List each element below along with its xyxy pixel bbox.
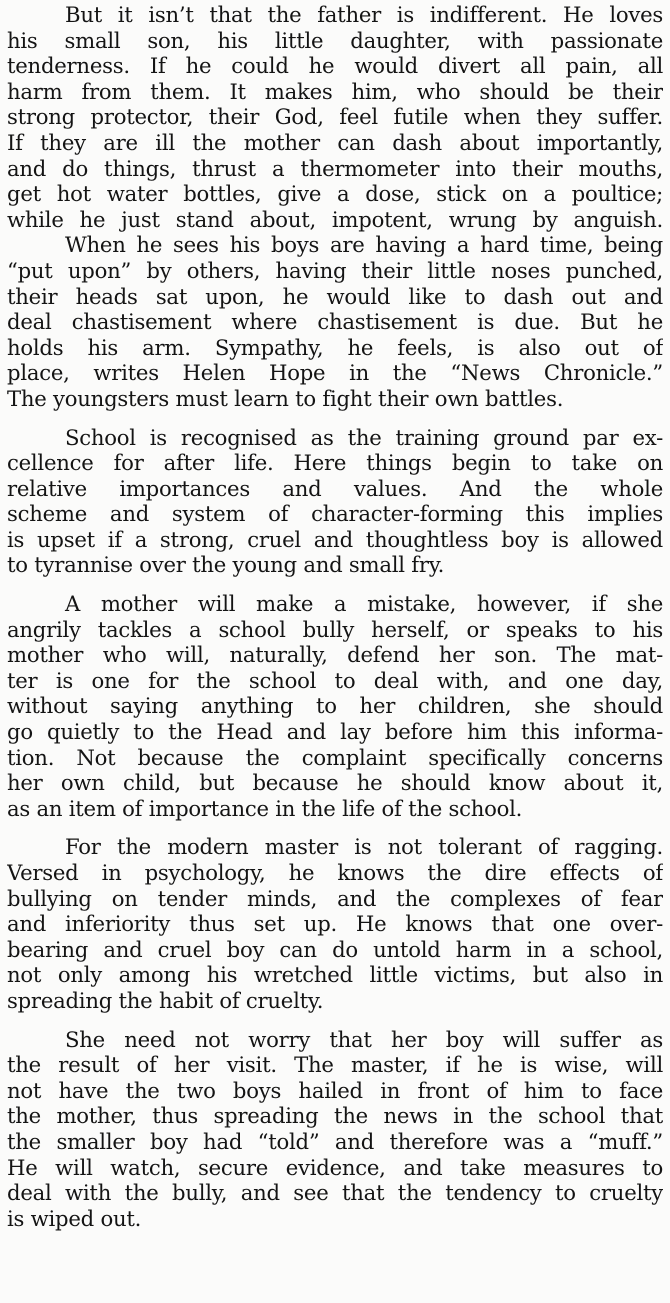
paragraph-master [7,834,663,1013]
text-line: cellence for after life. Here things begin to take on [7,450,663,476]
text-line: his small son, his little daughter, with passionate [7,27,663,53]
text-line: But it isn’t that the father is indifferent. He loves [65,2,663,27]
text-line: For the modern master is not tolerant of ragging. [65,834,663,860]
paragraph-school [7,425,663,579]
text-line: spreading the habit of cruelty. [7,987,324,1013]
text-line: without saying anything to her children, she should [7,693,663,719]
text-line: Versed in psychology, he knows the dire effects of [7,860,663,885]
text-line: tenderness. If he could he would divert all pain, all [7,53,663,79]
text-line: is wiped out. [7,1205,142,1231]
text-line: deal chastisement where chastisement is due. But he [7,309,663,335]
text-line: her own child, but because he should know about it, [7,770,663,796]
text-line: relative importances and values. And the whole [7,475,663,501]
text-line: while he just stand about, impotent, wrung by anguish. [7,206,663,232]
text-line: deal with the bully, and see that the tendency to cruelty [7,1180,663,1206]
text-line: to tyrannise over the young and small fry. [7,552,445,578]
text-line: ter is one for the school to deal with, and one day, [7,667,663,693]
text-line: scheme and system of character-forming this implies [7,501,663,527]
text-line: mother who will, naturally, defend her son. The mat- [7,642,663,668]
text-line: harm from them. It makes him, who should be their [7,78,663,104]
text-line: tion. Not because the complaint specifically concerns [7,744,663,770]
text-line: the result of her visit. The master, if he is wise, will [7,1052,663,1078]
text-line: not only among his wretched little victims, but also in [7,962,663,988]
text-line: not have the two boys hailed in front of him to face [7,1077,663,1103]
text-line: If they are ill the mother can dash about importantly, [7,129,663,155]
text-line: School is recognised as the training ground par ex- [65,424,663,450]
text-line: and inferiority thus set up. He knows that one over- [7,911,663,937]
paragraph-mother [7,591,663,821]
text-line: When he sees his boys are having a hard time, being [65,232,663,258]
text-line: go quietly to the Head and lay before him this informa- [7,719,663,745]
text-line: The youngsters must learn to fight their own battles. [7,385,564,411]
text-line: the smaller boy had “told” and therefore was a “muff.” [7,1128,663,1154]
paragraph-father [7,2,663,412]
text-line: and do things, thrust a thermometer into their mouths, [7,155,663,181]
text-line: place, writes Helen Hope in the “News Chronicle.” [7,360,663,386]
text-line: “put upon” by others, having their little noses punched, [7,257,663,283]
text-line: as an item of importance in the life of the school. [7,795,523,821]
paragraph-visit [7,1027,663,1232]
text-line: their heads sat upon, he would like to dash out and [7,283,663,309]
text-line: She need not worry that her boy will suffer as [65,1026,663,1052]
text-line: A mother will make a mistake, however, if she [65,591,663,617]
text-line: He will watch, secure evidence, and take measures to [7,1154,663,1180]
text-line: bullying on tender minds, and the complexes of fear [7,885,663,911]
text-line: get hot water bottles, give a dose, stick on a poultice; [7,181,663,207]
text-line: holds his arm. Sympathy, he feels, is also out of [7,334,663,360]
text-line: the mother, thus spreading the news in the school that [7,1103,663,1129]
text-line: strong protector, their God, feel futile when they suffer. [7,104,663,130]
text-line: bearing and cruel boy can do untold harm in a school, [7,936,663,962]
text-line: is upset if a strong, cruel and thoughtless boy is allowed [7,526,663,552]
text-line: angrily tackles a school bully herself, or speaks to his [7,616,663,642]
